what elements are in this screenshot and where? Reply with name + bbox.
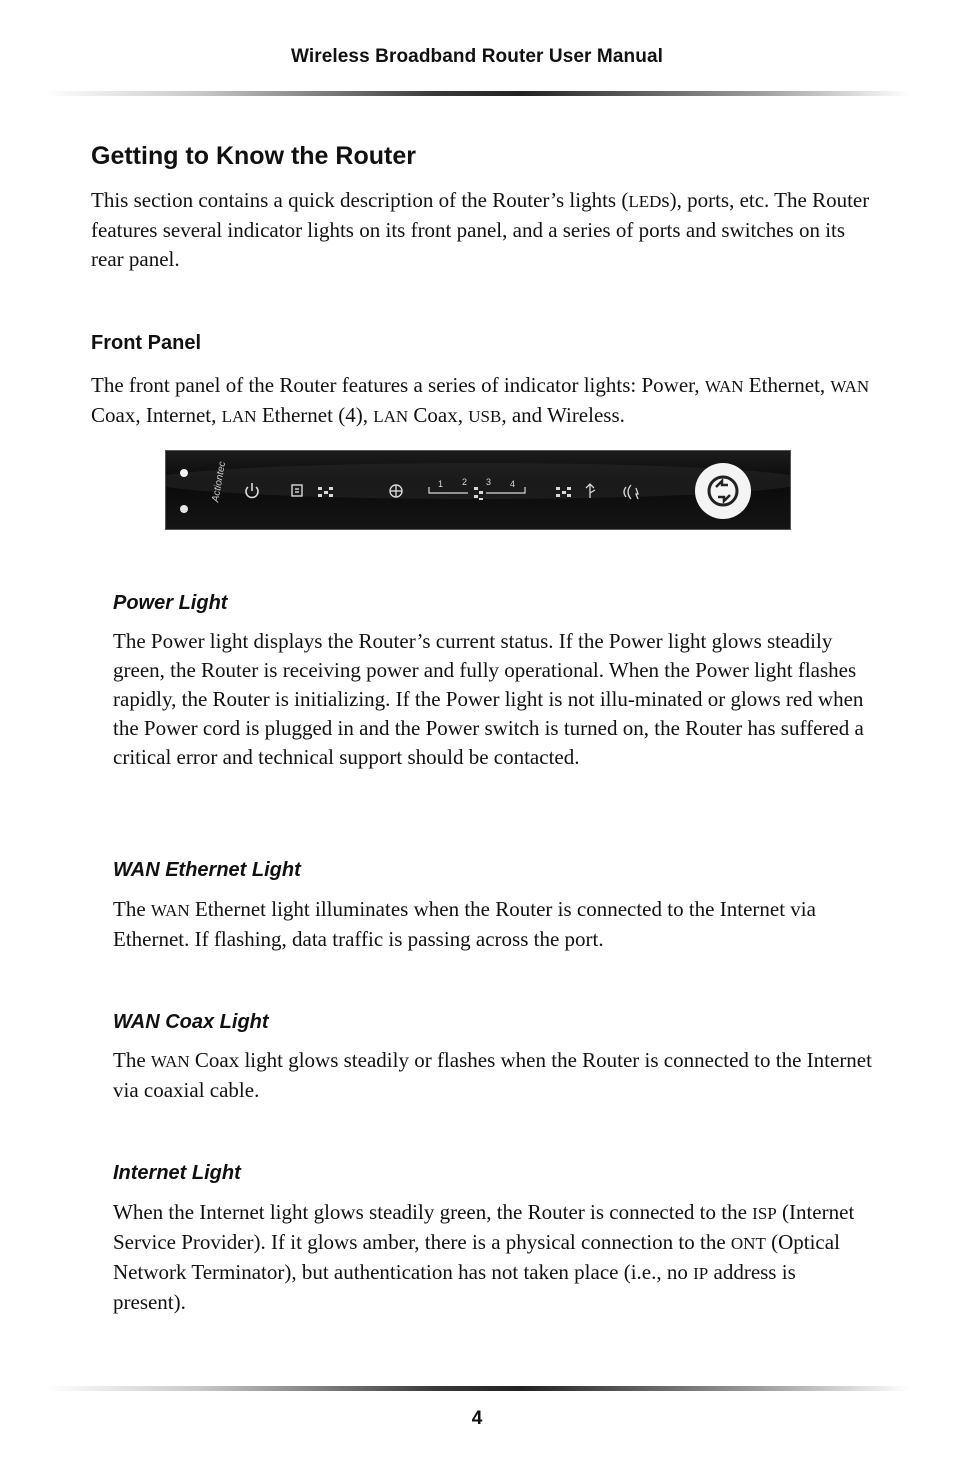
acronym: LAN <box>373 407 409 426</box>
internet-light-paragraph: When the Internet light glows steadily green, the Router is connected to the ISP (Internet Service Provider). If it glows amber, there is a physical connection to the ONT (Optical Network Terminator), but authentication has not taken place (i.e., no IP address is present). <box>113 1200 855 1314</box>
acronym: WAN <box>150 901 190 920</box>
front-panel-heading: Front Panel <box>91 332 202 354</box>
header-rule <box>45 91 910 96</box>
power-light-heading: Power Light <box>113 592 228 614</box>
brand-logo: Actiontec <box>210 460 229 504</box>
acronym: LED <box>628 192 662 211</box>
front-panel-paragraph: The front panel of the Router features a series of indicator lights: Power, WAN Ethernet, WAN Coax, Internet, LAN Ethernet (4), LAN Coax, USB, and Wireless. <box>91 373 870 427</box>
port-number-1: 1 <box>438 479 444 489</box>
acronym: USB <box>468 407 502 426</box>
intro-paragraph: This section contains a quick description of the Router’s lights (LEDs), ports, etc. The Router features several indicator lights on its front panel, and a series of ports and switches on its rear panel. <box>91 188 870 271</box>
wan-ethernet-light-heading: WAN Ethernet Light <box>113 859 301 881</box>
footer-rule <box>45 1386 910 1391</box>
internet-icon <box>390 485 402 497</box>
port-number-3: 3 <box>486 477 492 487</box>
page-number: 4 <box>471 1408 483 1429</box>
wps-button-icon[interactable] <box>695 463 751 519</box>
status-dots <box>180 469 188 513</box>
acronym: LAN <box>221 407 257 426</box>
section-title: Getting to Know the Router <box>91 142 416 170</box>
acronym: WAN <box>150 1052 190 1071</box>
wan-coax-light-heading: WAN Coax Light <box>113 1011 269 1033</box>
acronym: WAN <box>830 377 870 396</box>
internet-light-heading: Internet Light <box>113 1162 241 1184</box>
acronym: ISP <box>752 1204 777 1223</box>
acronym: IP <box>693 1264 709 1283</box>
port-number-2: 2 <box>462 477 468 487</box>
wan-ethernet-light-paragraph: The WAN Ethernet light illuminates when the Router is connected to the Internet via Ethernet. If flashing, data traffic is passing across the port. <box>113 897 816 951</box>
port-number-4: 4 <box>510 479 516 489</box>
acronym: WAN <box>704 377 744 396</box>
wan-coax-light-paragraph: The WAN Coax light glows steadily or flashes when the Router is connected to the Internet via coaxial cable. <box>113 1048 872 1102</box>
acronym: ONT <box>730 1234 766 1253</box>
power-light-paragraph: The Power light displays the Router’s current status. If the Power light glows steadily green, the Router is receiving power and fully operational. When the Power light flashes rapidly, the Router is initializing. If the Power light is not illu-minated or glows red when the Power cord is plugged in and the Power switch is turned on, the Router has suffered a critical error and technical support should be contacted. <box>113 629 864 769</box>
front-panel-photo <box>165 450 791 530</box>
running-header: Wireless Broadband Router User Manual <box>290 46 663 67</box>
